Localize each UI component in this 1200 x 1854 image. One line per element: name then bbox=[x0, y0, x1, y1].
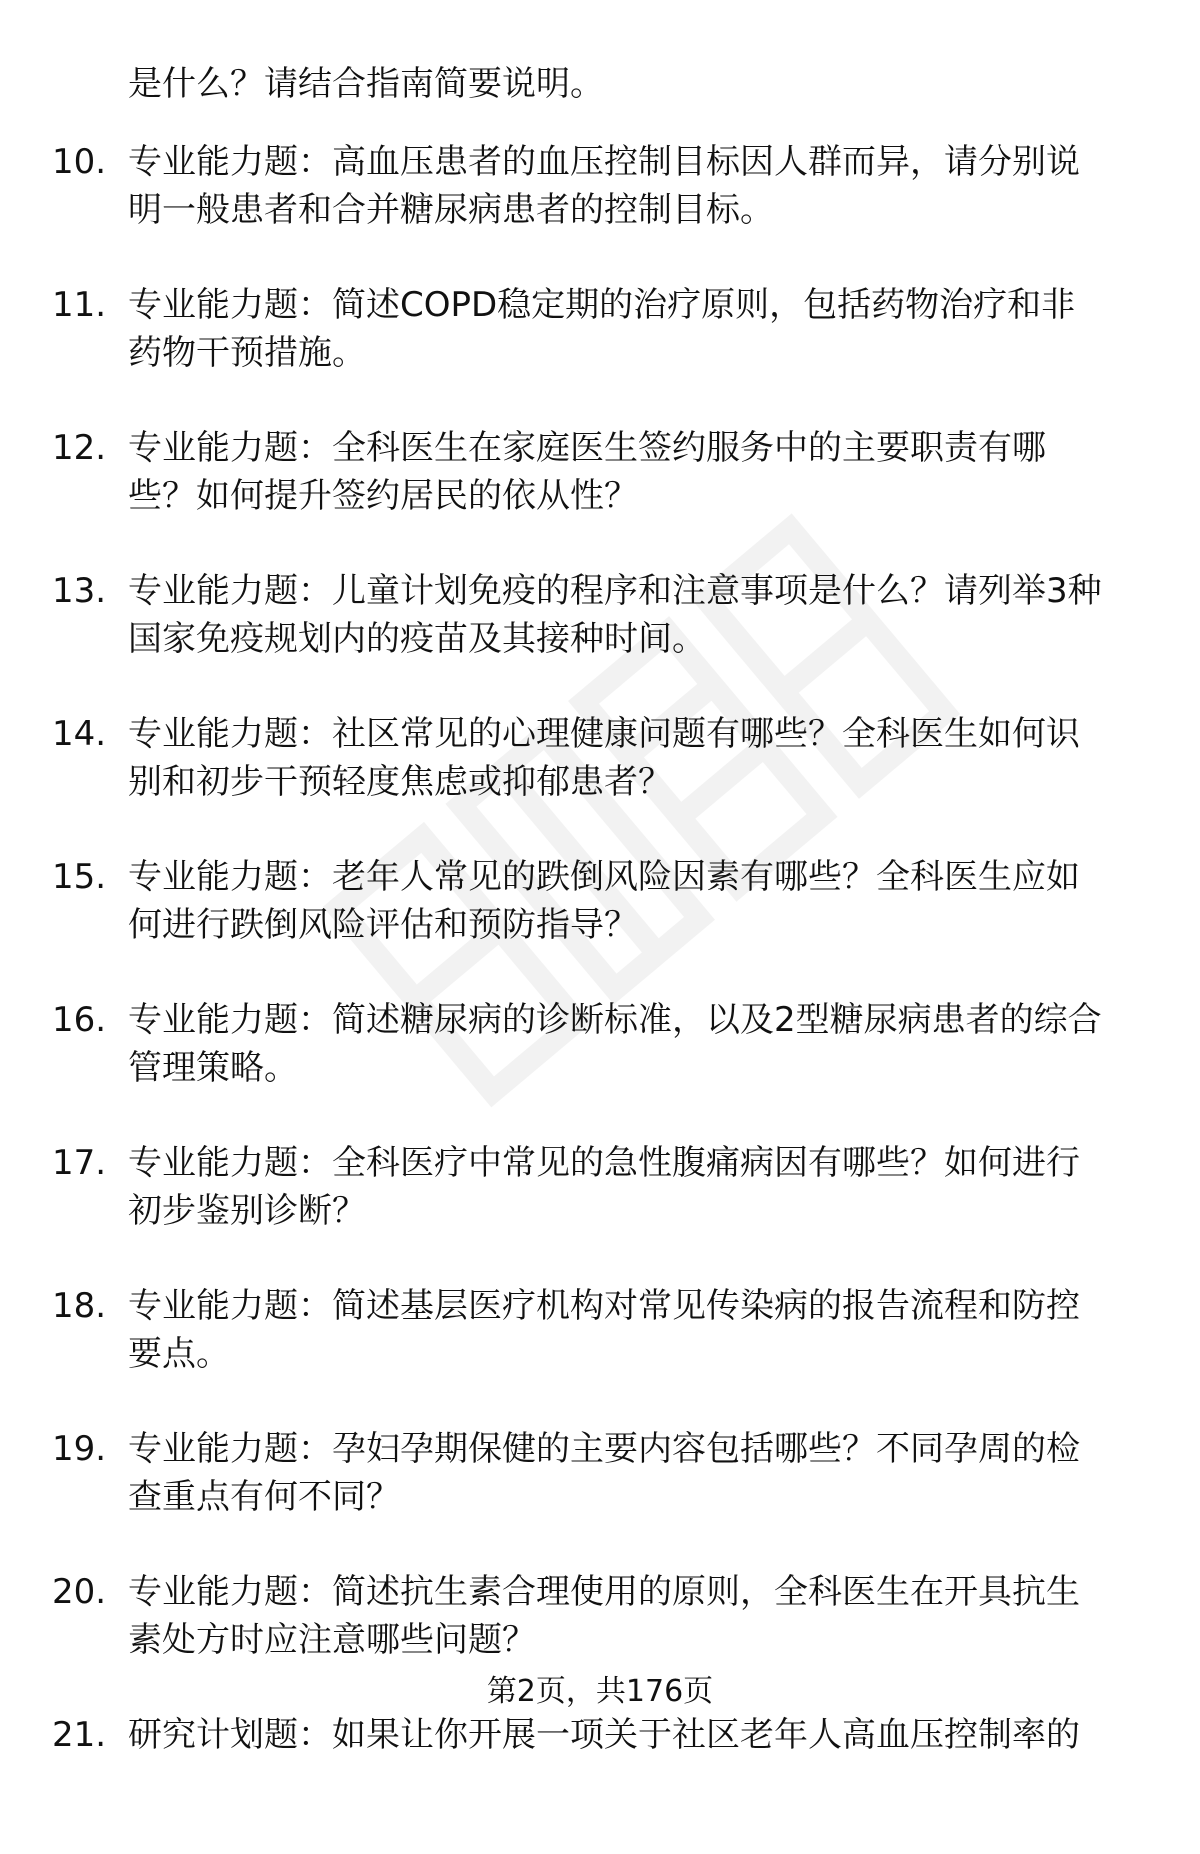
question-number: 14. bbox=[52, 714, 107, 754]
question-item bbox=[0, 281, 1200, 424]
question-text bbox=[128, 996, 1168, 1092]
question-number: 20. bbox=[52, 1572, 107, 1612]
question-text-line: 专业能力题：简述基层医疗机构对常见传染病的报告流程和防控 bbox=[128, 1286, 1080, 1326]
question-item bbox=[0, 853, 1200, 996]
question-item bbox=[0, 138, 1200, 281]
question-text-line: 查重点有何不同？ bbox=[128, 1477, 400, 1517]
question-text bbox=[128, 710, 1168, 806]
question-text bbox=[128, 1425, 1168, 1521]
question-number: 12. bbox=[52, 428, 107, 468]
question-text bbox=[128, 853, 1168, 949]
question-text-line: 专业能力题：儿童计划免疫的程序和注意事项是什么？请列举3种 bbox=[128, 571, 1102, 611]
question-text-line: 明一般患者和合并糖尿病患者的控制目标。 bbox=[128, 190, 774, 230]
question-list bbox=[0, 138, 1200, 1854]
question-text bbox=[128, 424, 1168, 520]
question-text-line: 专业能力题：高血压患者的血压控制目标因人群而异，请分别说 bbox=[128, 142, 1080, 182]
question-item bbox=[0, 1282, 1200, 1425]
question-number: 11. bbox=[52, 285, 107, 325]
question-text-line: 些？如何提升签约居民的依从性？ bbox=[128, 476, 638, 516]
question-item bbox=[0, 1425, 1200, 1568]
question-number: 19. bbox=[52, 1429, 107, 1469]
question-number: 10. bbox=[52, 142, 107, 182]
question-text-line: 管理策略。 bbox=[128, 1048, 298, 1088]
question-item bbox=[0, 996, 1200, 1139]
question-text bbox=[128, 1139, 1168, 1235]
question-text-line: 专业能力题：简述COPD稳定期的治疗原则，包括药物治疗和非 bbox=[128, 285, 1076, 325]
question-text-line: 初步鉴别诊断？ bbox=[128, 1191, 366, 1231]
question-number: 15. bbox=[52, 857, 107, 897]
question-text-line: 专业能力题：孕妇孕期保健的主要内容包括哪些？不同孕周的检 bbox=[128, 1429, 1080, 1469]
question-text-line: 何进行跌倒风险评估和预防指导？ bbox=[128, 905, 638, 945]
continued-question-text: 是什么？请结合指南简要说明。 bbox=[128, 64, 604, 104]
question-text-line: 国家免疫规划内的疫苗及其接种时间。 bbox=[128, 619, 706, 659]
question-text-line: 专业能力题：老年人常见的跌倒风险因素有哪些？全科医生应如 bbox=[128, 857, 1080, 897]
question-number: 16. bbox=[52, 1000, 107, 1040]
question-text bbox=[128, 138, 1168, 234]
question-item bbox=[0, 710, 1200, 853]
question-text bbox=[128, 567, 1168, 663]
question-number: 13. bbox=[52, 571, 107, 611]
question-text bbox=[128, 281, 1168, 377]
question-text-line: 别和初步干预轻度焦虑或抑郁患者？ bbox=[128, 762, 672, 802]
question-number: 17. bbox=[52, 1143, 107, 1183]
question-number: 18. bbox=[52, 1286, 107, 1326]
question-item bbox=[0, 1711, 1200, 1854]
question-text bbox=[128, 1711, 1168, 1759]
question-text-line: 专业能力题：全科医生在家庭医生签约服务中的主要职责有哪 bbox=[128, 428, 1046, 468]
question-item bbox=[0, 567, 1200, 710]
question-text-line: 药物干预措施。 bbox=[128, 333, 366, 373]
question-text bbox=[128, 1568, 1168, 1664]
page-number-footer: 第2页，共176页 bbox=[486, 1674, 714, 1709]
question-text-line: 要点。 bbox=[128, 1334, 230, 1374]
question-text-line: 专业能力题：简述糖尿病的诊断标准，以及2型糖尿病患者的综合 bbox=[128, 1000, 1102, 1040]
question-text-line: 专业能力题：社区常见的心理健康问题有哪些？全科医生如何识 bbox=[128, 714, 1080, 754]
question-number: 21. bbox=[52, 1715, 107, 1755]
question-item bbox=[0, 1139, 1200, 1282]
question-text-line: 素处方时应注意哪些问题？ bbox=[128, 1620, 536, 1660]
question-text-line: 专业能力题：简述抗生素合理使用的原则，全科医生在开具抗生 bbox=[128, 1572, 1080, 1612]
question-text bbox=[128, 1282, 1168, 1378]
question-item bbox=[0, 424, 1200, 567]
question-text-line: 专业能力题：全科医疗中常见的急性腹痛病因有哪些？如何进行 bbox=[128, 1143, 1080, 1183]
question-text-line: 研究计划题：如果让你开展一项关于社区老年人高血压控制率的 bbox=[128, 1715, 1080, 1755]
